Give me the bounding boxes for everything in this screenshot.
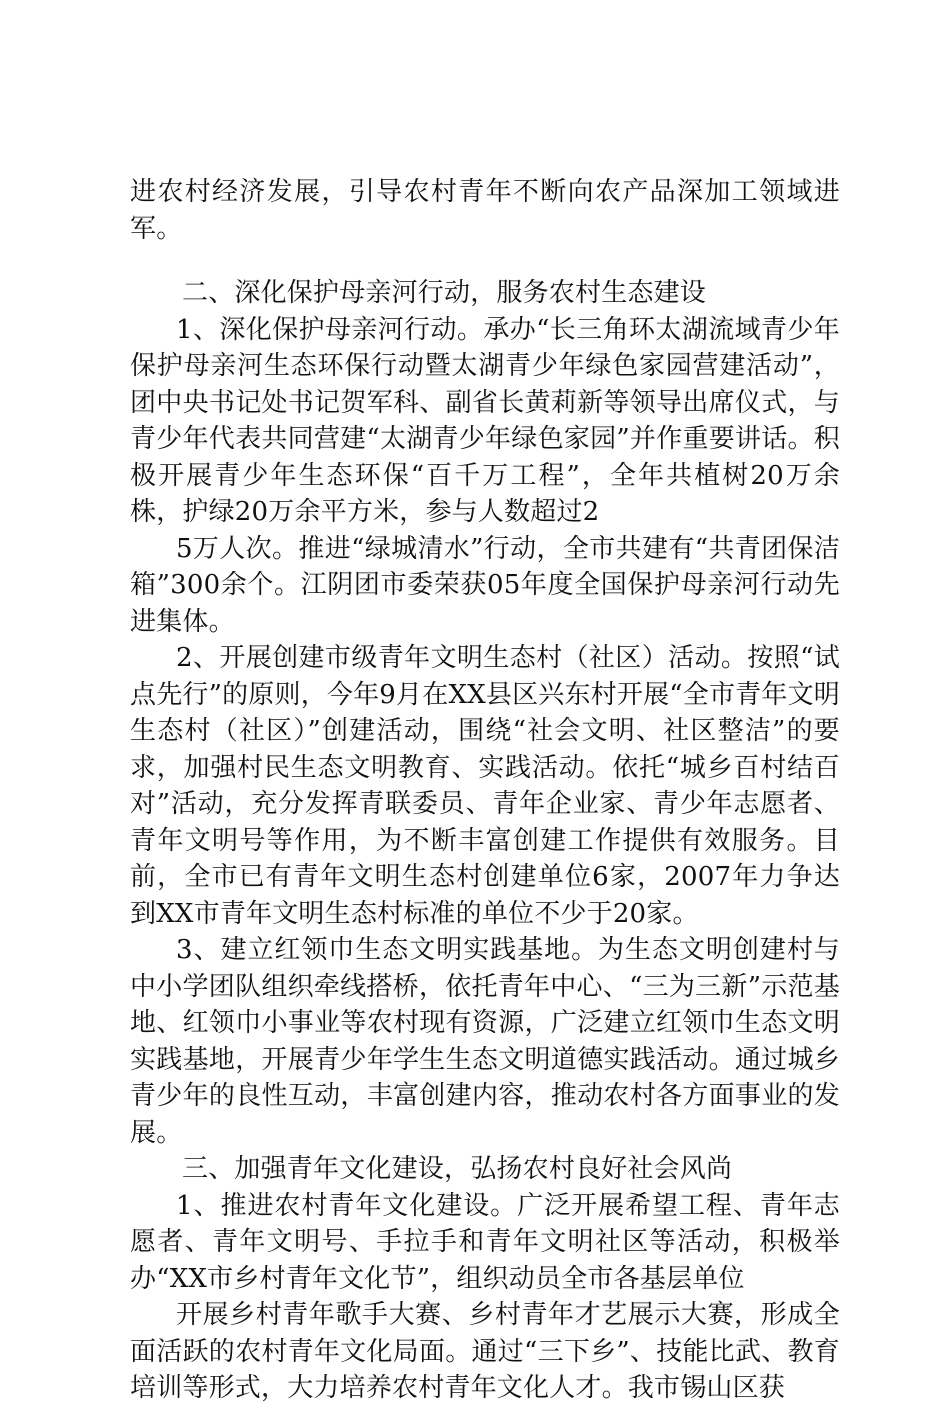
paragraph-continuation: 进农村经济发展，引导农村青年不断向农产品深加工领域进军。 (130, 177, 840, 244)
document-body (130, 174, 840, 1407)
section-heading-2: 二、深化保护母亲河行动，服务农村生态建设 (182, 278, 707, 308)
paragraph-2-3: 3、建立红领巾生态文明实践基地。为生态文明创建村与中小学团队组织牵线搭桥，依托青年中心、“三为三新”示范基地、红领巾小事业等农村现有资源，广泛建立红领巾生态文明实践基地，开展青少年学生生态文明道德实践活动。通过城乡青少年的良性互动，丰富创建内容，推动农村各方面事业的发展。 (130, 935, 840, 1148)
paragraph-2-2: 2、开展创建市级青年文明生态村（社区）活动。按照“试点先行”的原则，今年9月在XX县区兴东村开展“全市青年文明生态村（社区）”创建活动，围绕“社会文明、社区整洁”的要求，加强村民生态文明教育、实践活动。依托“城乡百村结百对”活动，充分发挥青联委员、青年企业家、青少年志愿者、青年文明号等作用，为不断丰富创建工作提供有效服务。目前，全市已有青年文明生态村创建单位6家，2007年力争达到XX市青年文明生态村标准的单位不少于20家。 (130, 643, 840, 929)
paragraph-3-1-cont: 开展乡村青年歌手大赛、乡村青年才艺展示大赛，形成全面活跃的农村青年文化局面。通过“三下乡”、技能比武、教育培训等形式，大力培养农村青年文化人才。我市锡山区获 (130, 1300, 840, 1403)
section-heading-3: 三、加强青年文化建设，弘扬农村良好社会风尚 (182, 1154, 733, 1184)
paragraph-2-1: 1、深化保护母亲河行动。承办“长三角环太湖流域青少年保护母亲河生态环保行动暨太湖青少年绿色家园营建活动”，团中央书记处书记贺军科、副省长黄莉新等领导出席仪式，与青少年代表共同营建“太湖青少年绿色家园”并作重要讲话。积极开展青少年生态环保“百千万工程”，全年共植树20万余株，护绿20万余平方米，参与人数超过2 (130, 314, 840, 527)
paragraph-3-1: 1、推进农村青年文化建设。广泛开展希望工程、青年志愿者、青年文明号、手拉手和青年文明社区等活动，积极举办“XX市乡村青年文化节”，组织动员全市各基层单位 (130, 1190, 840, 1294)
paragraph-2-1-cont: 5万人次。推进“绿城清水”行动，全市共建有“共青团保洁箱”300余个。江阴团市委荣获05年度全国保护母亲河行动先进集体。 (130, 533, 840, 637)
